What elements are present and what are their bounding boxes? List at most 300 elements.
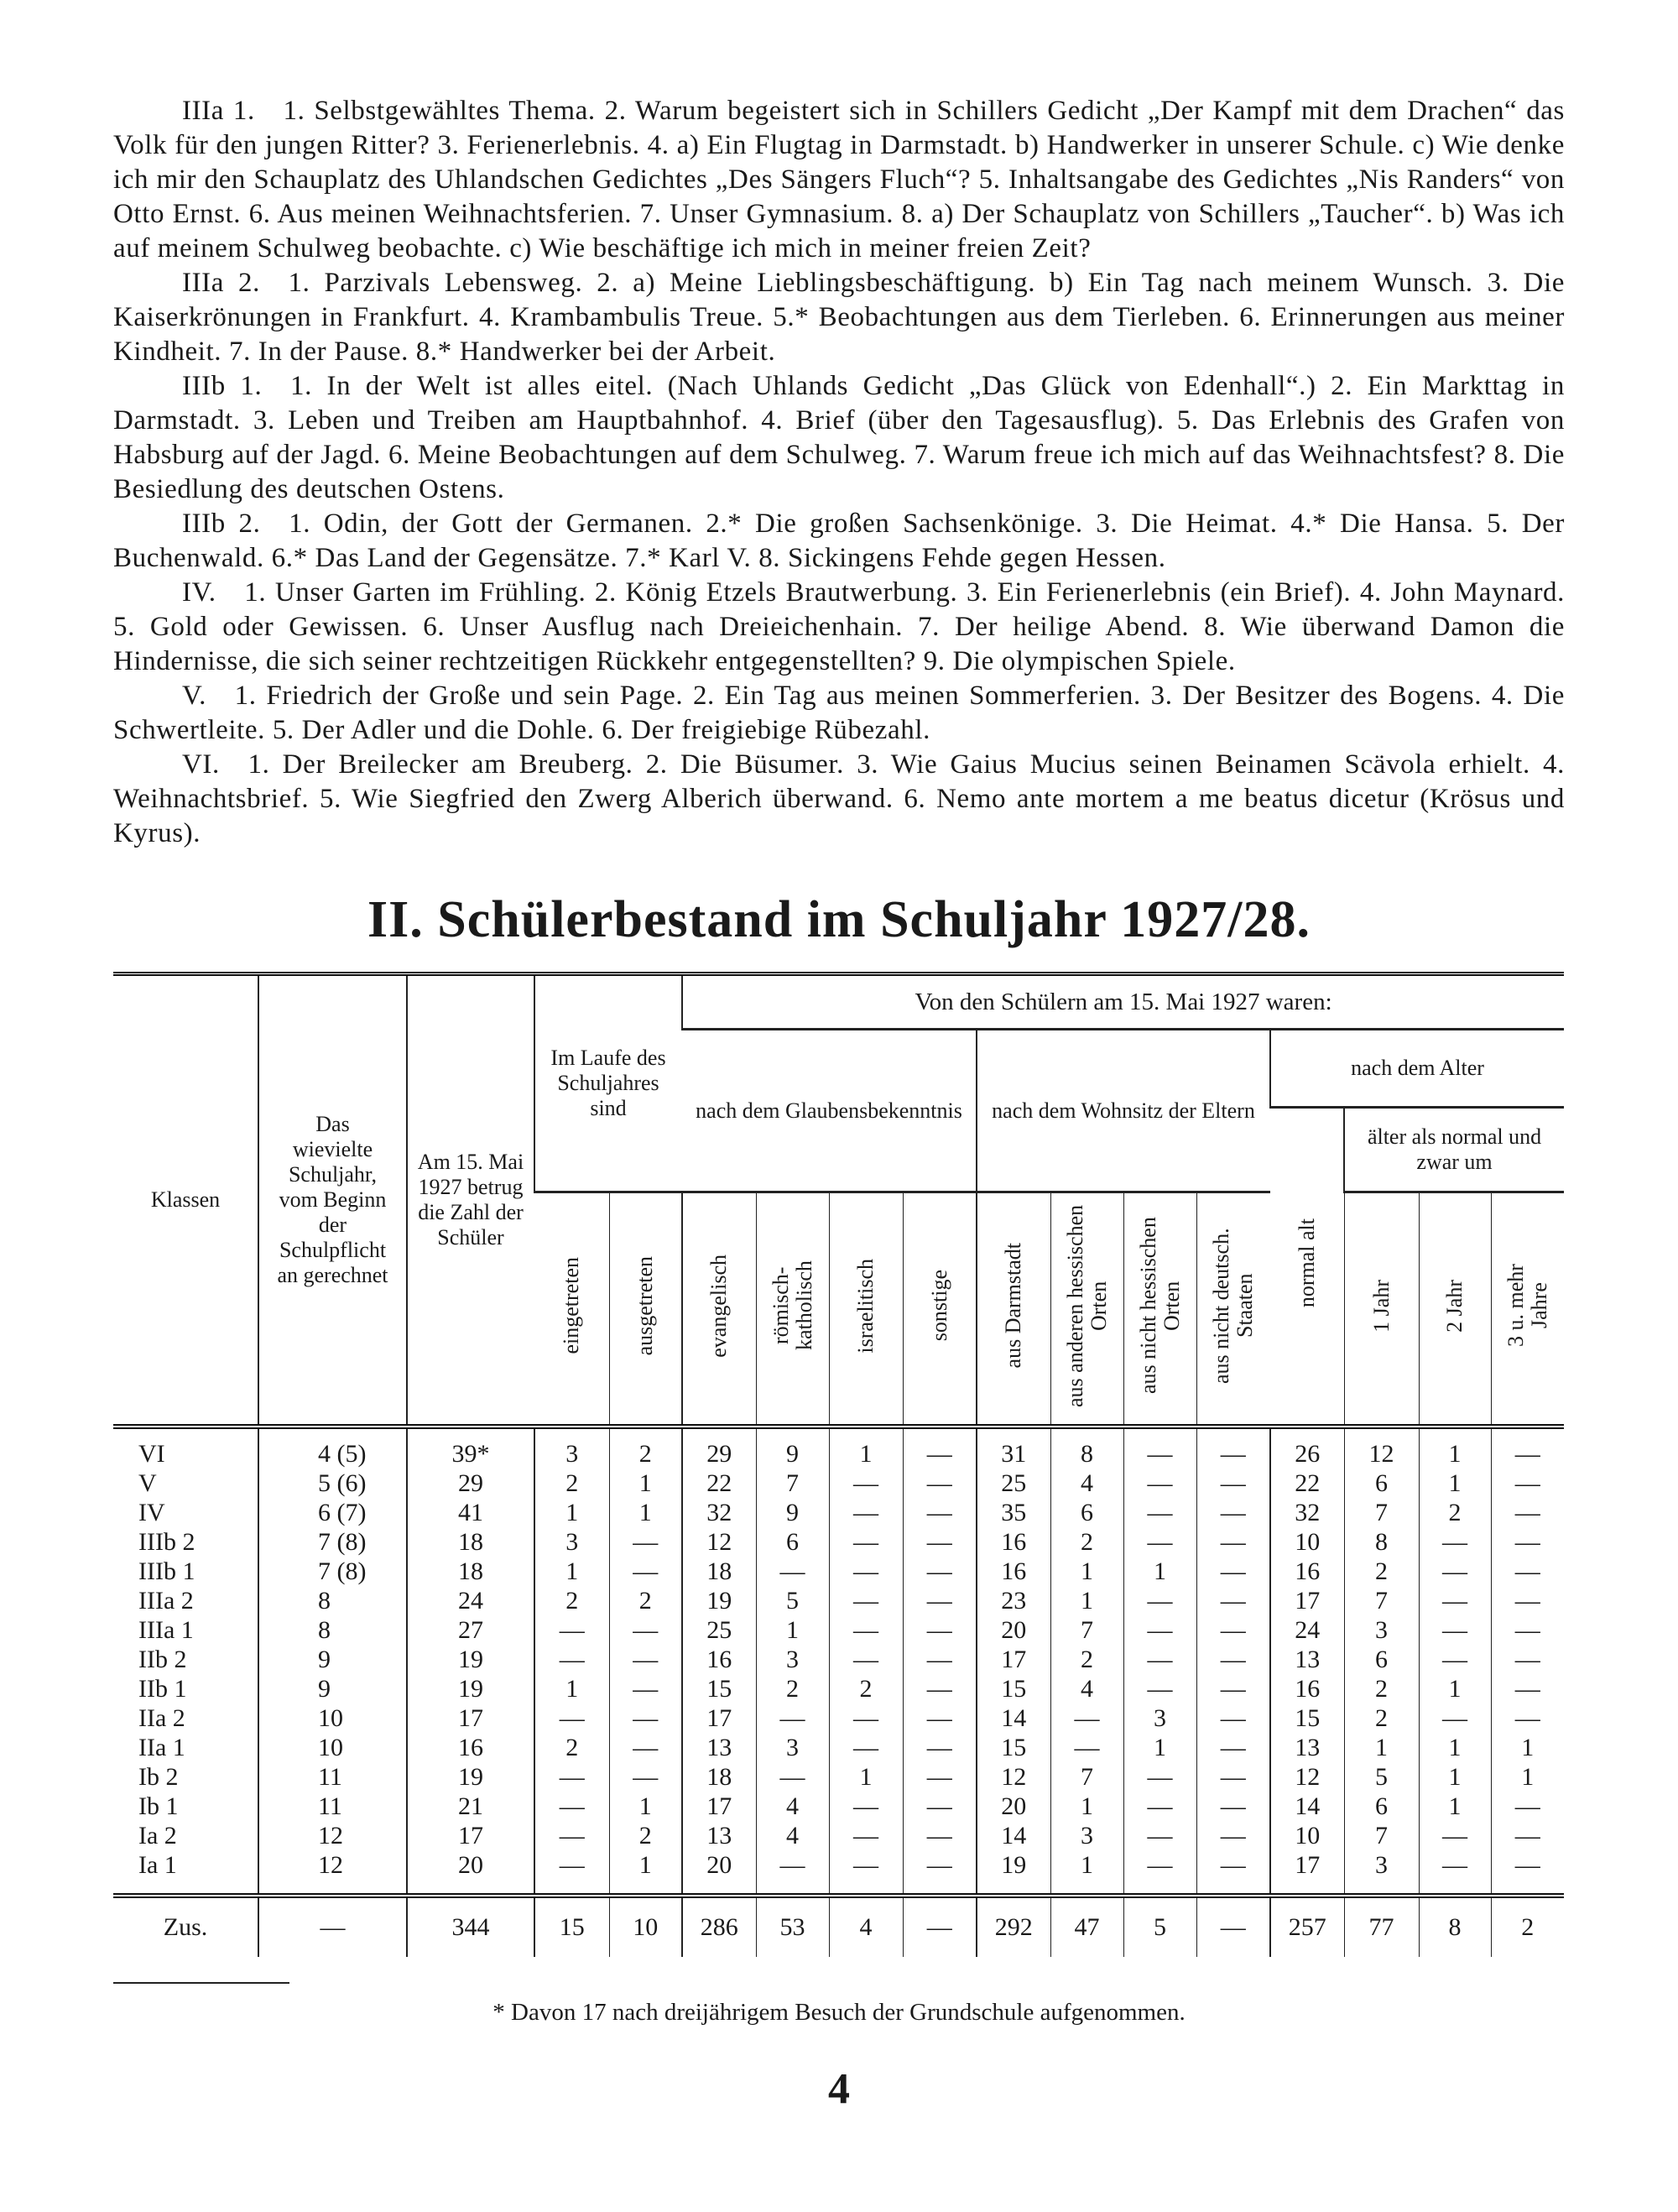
value-cell: — [1419,1645,1491,1674]
total-cell: — [258,1896,407,1957]
value-cell: — [1123,1527,1196,1557]
value-cell: 6 [1344,1645,1419,1674]
value-cell: 20 [407,1850,534,1880]
value-cell: 16 [682,1645,756,1674]
value-cell: — [1196,1762,1270,1792]
value-cell: 18 [682,1557,756,1586]
value-cell: — [1196,1586,1270,1615]
total-label: Zus. [163,1913,208,1941]
value-cell: 1 [1050,1586,1123,1615]
value-cell: 1 [1123,1557,1196,1586]
value-cell: 14 [1270,1792,1344,1821]
value-cell: — [1196,1821,1270,1850]
class-label: IIIa 2. [182,268,260,298]
value-cell: 19 [407,1645,534,1674]
value-cell: 3 [1344,1615,1419,1645]
value-cell: 24 [407,1586,534,1615]
table-row [113,1615,1564,1645]
section-title: II. Schülerbestand im Schuljahr 1927/28. [367,891,1311,948]
value-cell: — [1491,1792,1564,1821]
value-cell: 10 [1270,1821,1344,1850]
value-cell: 13 [682,1821,756,1850]
value-cell: — [1491,1615,1564,1645]
value-cell: 2 [534,1469,609,1498]
value-cell: — [903,1527,977,1557]
value-cell: — [1491,1645,1564,1674]
value-cell: 20 [977,1792,1050,1821]
value-cell: — [1196,1792,1270,1821]
value-cell: 4 [756,1821,829,1850]
value-cell: — [1196,1674,1270,1703]
essay-topics [113,94,1565,851]
value-cell: 3 [1123,1703,1196,1733]
value-cell: — [756,1557,829,1586]
table-row [113,1527,1564,1557]
value-cell: 1 [829,1427,903,1469]
footnote-rule [113,1982,289,1984]
value-cell: 9 [258,1645,407,1674]
table-row [113,1850,1564,1880]
value-cell: — [1419,1703,1491,1733]
value-cell: — [1196,1615,1270,1645]
value-cell: 15 [977,1733,1050,1762]
value-cell: — [903,1615,977,1645]
value-cell: 3 [534,1527,609,1557]
value-cell: 11 [258,1792,407,1821]
value-cell: 8 [1344,1527,1419,1557]
value-cell: — [534,1762,609,1792]
value-cell: — [903,1762,977,1792]
value-cell: 12 [1344,1427,1419,1469]
header-aelter: älter als normal und zwar um [1344,1108,1564,1192]
value-cell: 29 [407,1469,534,1498]
essay-text: 1. Friedrich der Große und sein Page. 2. Ein Tag aus meinen Sommerferien. 3. Der Besitzer des Bogens. 4. Die Schwertleite. 5. Der Adler und die Dohle. 6. Der freigiebige Rübezahl. [113,681,1565,745]
value-cell: 4 [1050,1674,1123,1703]
value-cell: — [1491,1557,1564,1586]
class-cell: IIIb 2 [138,1528,195,1556]
value-cell: 18 [682,1762,756,1792]
value-cell: — [903,1703,977,1733]
value-cell: 20 [977,1615,1050,1645]
header-3-jahre: 3 u. mehr Jahre [1503,1264,1551,1348]
value-cell: 12 [258,1850,407,1880]
value-cell: 13 [1270,1733,1344,1762]
value-cell: — [1123,1821,1196,1850]
value-cell: 26 [1270,1427,1344,1469]
value-cell: 2 [1419,1498,1491,1527]
value-cell: 9 [756,1427,829,1469]
header-im-laufe: Im Laufe des Schuljahres sind [534,974,682,1192]
value-cell: 2 [609,1427,682,1469]
value-cell: 12 [258,1821,407,1850]
value-cell: 32 [1270,1498,1344,1527]
value-cell: — [1491,1527,1564,1557]
value-cell: — [1123,1762,1196,1792]
total-cell: 2 [1491,1896,1564,1957]
value-cell: — [1196,1469,1270,1498]
value-cell: — [756,1850,829,1880]
table-row [113,1703,1564,1733]
table-row [113,1427,1564,1469]
value-cell: 19 [682,1586,756,1615]
header-klassen: Klassen [150,1187,221,1212]
value-cell: 8 [258,1615,407,1645]
value-cell: — [609,1527,682,1557]
value-cell: 7 (8) [258,1557,407,1586]
header-sonstige: sonstige [926,1270,951,1342]
table-row [113,1586,1564,1615]
header-glauben: nach dem Glaubensbekenntnis [682,1030,977,1192]
value-cell: 29 [682,1427,756,1469]
value-cell: 7 [1344,1498,1419,1527]
page-number: 4 [828,2065,850,2113]
value-cell: 3 [756,1645,829,1674]
value-cell: 13 [682,1733,756,1762]
value-cell: — [1123,1586,1196,1615]
value-cell: 2 [1050,1645,1123,1674]
class-label: V. [182,681,207,711]
value-cell: 23 [977,1586,1050,1615]
value-cell: — [903,1427,977,1469]
student-statistics-table [113,972,1564,1957]
header-nicht-hess: aus nicht hessischen Orten [1135,1217,1184,1395]
value-cell: — [609,1733,682,1762]
value-cell: — [903,1557,977,1586]
value-cell: 5 [1344,1762,1419,1792]
value-cell: 16 [1270,1557,1344,1586]
value-cell: 4 [756,1792,829,1821]
value-cell: — [1196,1498,1270,1527]
table-row [113,1733,1564,1762]
value-cell: — [903,1586,977,1615]
essay-text: 1. Parzivals Lebensweg. 2. a) Meine Lieblingsbeschäftigung. b) Ein Tag nach meinem Wunsch. 3. Die Kaiserkrönungen in Frankfurt. 4. Krambambulis Treue. 5.* Beobachtungen aus dem Tierleben. 6. Erinnerungen aus meiner Kindheit. 7. In der Pause. 8.* Handwerker bei der Arbeit. [113,268,1565,367]
value-cell: 19 [977,1850,1050,1880]
value-cell: — [903,1674,977,1703]
essay-paragraph [113,507,1565,576]
class-label: IIIb 1. [182,371,263,401]
value-cell: 18 [407,1557,534,1586]
table-row [113,1469,1564,1498]
essay-text: 1. Der Breilecker am Breuberg. 2. Die Büsumer. 3. Wie Gaius Mucius seinen Beinamen Scävola erhielt. 4. Weihnachtsbrief. 5. Wie Siegfried den Zwerg Alberich überwand. 6. Nemo ante mortem a me beatus dicetur (Krösus und Kyrus). [113,749,1565,848]
value-cell: 6 [756,1527,829,1557]
value-cell: 6 [1050,1498,1123,1527]
value-cell: 4 [1050,1469,1123,1498]
value-cell: 2 [829,1674,903,1703]
value-cell: — [609,1703,682,1733]
value-cell: — [829,1557,903,1586]
value-cell: 14 [977,1703,1050,1733]
value-cell: 39* [407,1427,534,1469]
essay-text: 1. Odin, der Gott der Germanen. 2.* Die großen Sachsenkönige. 3. Die Heimat. 4.* Die Hansa. 5. Der Buchenwald. 6.* Das Land der Gegensätze. 7.* Karl V. 8. Sickingens Fehde gegen Hessen. [113,509,1566,573]
header-wohnsitz: nach dem Wohnsitz der Eltern [977,1030,1270,1192]
value-cell: 12 [977,1762,1050,1792]
value-cell: 17 [682,1792,756,1821]
header-ausgetreten: ausgetreten [633,1255,658,1356]
value-cell: 1 [609,1792,682,1821]
value-cell: — [1491,1850,1564,1880]
value-cell: — [1491,1821,1564,1850]
value-cell: — [829,1615,903,1645]
value-cell: 2 [534,1586,609,1615]
table-row [113,1792,1564,1821]
value-cell: 11 [258,1762,407,1792]
value-cell: — [829,1733,903,1762]
header-wievielte: Das wievielte Schuljahr, vom Beginn der Schulpflicht an gerechnet [258,974,407,1427]
value-cell: 12 [682,1527,756,1557]
essay-text: 1. Selbstgewähltes Thema. 2. Warum begeistert sich in Schillers Gedicht „Der Kampf mit dem Drachen“ das Volk für den jungen Ritter? 3. Ferienerlebnis. 4. a) Ein Flugtag in Darmstadt. b) Handwerker in unserer Schule. c) Wie denke ich mir den Schauplatz des Uhlandschen Gedichtes „Des Sängers Fluch“? 5. Inhaltsangabe des Gedichtes „Nis Randers“ von Otto Ernst. 6. Aus meinen Weihnachtsferien. 7. Unser Gymnasium. 8. a) Der Schauplatz von Schillers „Taucher“. b) Was ich auf meinem Schulweg beobachte. c) Wie beschäftige ich mich in meiner freien Zeit? [113,96,1565,263]
header-alter: nach dem Alter [1270,1030,1564,1108]
value-cell: 1 [609,1469,682,1498]
value-cell: — [756,1703,829,1733]
total-cell: 4 [829,1896,903,1957]
value-cell: 1 [1419,1792,1491,1821]
value-cell: 1 [534,1498,609,1527]
value-cell: 7 [1344,1821,1419,1850]
value-cell: 35 [977,1498,1050,1527]
value-cell: 9 [756,1498,829,1527]
value-cell: 1 [756,1615,829,1645]
value-cell: — [1123,1792,1196,1821]
value-cell: 7 [756,1469,829,1498]
value-cell: — [1419,1527,1491,1557]
spacer-row [113,1880,1564,1896]
value-cell: 32 [682,1498,756,1527]
class-label: VI. [182,749,220,780]
header-nicht-dt: aus nicht deutsch. Staaten [1209,1228,1258,1384]
value-cell: — [1419,1557,1491,1586]
value-cell: 17 [407,1703,534,1733]
value-cell: 20 [682,1850,756,1880]
value-cell: — [1491,1498,1564,1527]
value-cell: — [829,1469,903,1498]
essay-text: 1. Unser Garten im Frühling. 2. König Etzels Brautwerbung. 3. Ein Ferienerlebnis (ein Brief). 4. John Maynard. 5. Gold oder Gewissen. 6. Unser Ausflug nach Dreieichenhain. 7. Der heilige Abend. 8. Wie überwand Damon die Hindernisse, die sich seiner rechtzeitigen Rückkehr entgegenstellten? 9. Die olympischen Spiele. [113,577,1565,676]
value-cell: 1 [1491,1733,1564,1762]
value-cell: 1 [1344,1733,1419,1762]
value-cell: — [1123,1674,1196,1703]
value-cell: — [1196,1703,1270,1733]
value-cell: — [1196,1645,1270,1674]
value-cell: — [1196,1557,1270,1586]
value-cell: — [534,1792,609,1821]
value-cell: — [1196,1850,1270,1880]
value-cell: — [1123,1469,1196,1498]
value-cell: 1 [1050,1557,1123,1586]
class-cell: IIb 2 [138,1646,187,1673]
value-cell: 2 [1344,1674,1419,1703]
value-cell: 13 [1270,1645,1344,1674]
value-cell: — [829,1498,903,1527]
header-normal: normal alt [1294,1218,1319,1308]
class-cell: IIb 1 [138,1675,187,1703]
value-cell: — [609,1674,682,1703]
value-cell: 2 [609,1821,682,1850]
value-cell: — [1196,1527,1270,1557]
value-cell: 1 [1419,1427,1491,1469]
value-cell: 10 [258,1733,407,1762]
total-cell: 53 [756,1896,829,1957]
value-cell: 2 [1344,1557,1419,1586]
value-cell: — [1491,1674,1564,1703]
essay-paragraph [113,576,1565,679]
value-cell: 17 [407,1821,534,1850]
value-cell: — [903,1733,977,1762]
value-cell: — [609,1615,682,1645]
value-cell: 2 [756,1674,829,1703]
table-row [113,1821,1564,1850]
total-cell: 257 [1270,1896,1344,1957]
value-cell: — [903,1792,977,1821]
value-cell: 31 [977,1427,1050,1469]
value-cell: — [829,1586,903,1615]
value-cell: 8 [258,1586,407,1615]
total-cell: — [903,1896,977,1957]
table-row [113,1645,1564,1674]
header-katholisch: römisch-katholisch [768,1260,816,1351]
total-row [113,1896,1564,1957]
value-cell: — [1050,1733,1123,1762]
value-cell: 1 [1419,1762,1491,1792]
value-cell: 24 [1270,1615,1344,1645]
value-cell: 5 [756,1586,829,1615]
value-cell: — [1491,1469,1564,1498]
value-cell: 12 [1270,1762,1344,1792]
value-cell: 27 [407,1615,534,1645]
value-cell: — [1419,1821,1491,1850]
value-cell: — [756,1762,829,1792]
total-cell: 292 [977,1896,1050,1957]
value-cell: 17 [1270,1850,1344,1880]
value-cell: — [903,1850,977,1880]
value-cell: 1 [1050,1850,1123,1880]
value-cell: 9 [258,1674,407,1703]
value-cell: — [1123,1850,1196,1880]
header-evangelisch: evangelisch [706,1254,732,1358]
total-cell: — [1196,1896,1270,1957]
value-cell: — [829,1821,903,1850]
value-cell: — [1419,1586,1491,1615]
class-cell: IV [138,1499,165,1526]
total-cell: 77 [1344,1896,1419,1957]
value-cell: — [829,1527,903,1557]
essay-paragraph [113,748,1565,851]
value-cell: 16 [977,1557,1050,1586]
header-darmstadt: aus Darmstadt [1001,1243,1026,1369]
value-cell: 1 [1123,1733,1196,1762]
value-cell: — [903,1821,977,1850]
value-cell: 3 [1050,1821,1123,1850]
value-cell: — [609,1645,682,1674]
value-cell: 16 [1270,1674,1344,1703]
value-cell: 5 (6) [258,1469,407,1498]
class-label: IIIb 2. [182,509,261,539]
value-cell: 15 [682,1674,756,1703]
total-cell: 8 [1419,1896,1491,1957]
value-cell: 7 (8) [258,1527,407,1557]
value-cell: — [609,1762,682,1792]
value-cell: — [534,1850,609,1880]
value-cell: — [534,1645,609,1674]
value-cell: 3 [1344,1850,1419,1880]
value-cell: — [1123,1645,1196,1674]
value-cell: 2 [1344,1703,1419,1733]
total-cell: 47 [1050,1896,1123,1957]
value-cell: 2 [534,1733,609,1762]
class-cell: IIa 2 [138,1704,185,1732]
value-cell: — [1196,1733,1270,1762]
value-cell: — [829,1792,903,1821]
value-cell: 2 [1050,1527,1123,1557]
value-cell: 25 [977,1469,1050,1498]
header-von-den: Von den Schülern am 15. Mai 1927 waren: [682,974,1564,1030]
value-cell: — [1123,1427,1196,1469]
value-cell: 21 [407,1792,534,1821]
value-cell: — [534,1615,609,1645]
class-cell: IIa 1 [138,1734,185,1761]
value-cell: 6 [1344,1469,1419,1498]
header-1-jahr: 1 Jahr [1368,1279,1394,1333]
value-cell: 15 [977,1674,1050,1703]
header-2-jahr: 2 Jahr [1442,1279,1467,1333]
header-andere-hess: aus anderen hessischen Orten [1062,1204,1111,1407]
value-cell: 1 [1419,1469,1491,1498]
footnote: * Davon 17 nach dreijährigem Besuch der Grundschule aufgenommen. [492,1999,1186,2026]
class-label: IV. [182,577,216,608]
value-cell: — [829,1703,903,1733]
table-row [113,1762,1564,1792]
value-cell: 1 [1491,1762,1564,1792]
essay-text: 1. In der Welt ist alles eitel. (Nach Uhlands Gedicht „Das Glück von Edenhall“.) 2. Ein Markttag in Darmstadt. 3. Leben und Treiben am Hauptbahnhof. 4. Brief (über den Tagesausflug). 5. Das Erlebnis des Grafen von Habsburg auf der Jagd. 6. Meine Beobachtungen auf dem Schulweg. 7. Warum freue ich mich auf das Weihnachtsfest? 8. Die Besiedlung des deutschen Ostens. [113,371,1566,504]
total-cell: 15 [534,1896,609,1957]
value-cell: — [1196,1427,1270,1469]
class-label: IIIa 1. [182,96,255,126]
table-row [113,1674,1564,1703]
value-cell: 18 [407,1527,534,1557]
value-cell: 6 (7) [258,1498,407,1527]
value-cell: 2 [609,1586,682,1615]
essay-paragraph [113,679,1565,748]
value-cell: 1 [829,1762,903,1792]
value-cell: 1 [609,1498,682,1527]
total-cell: 10 [609,1896,682,1957]
value-cell: 1 [1419,1674,1491,1703]
value-cell: 17 [682,1703,756,1733]
value-cell: — [1050,1703,1123,1733]
value-cell: 6 [1344,1792,1419,1821]
value-cell: 19 [407,1674,534,1703]
class-cell: Ib 1 [138,1792,179,1820]
value-cell: 1 [1050,1792,1123,1821]
value-cell: 7 [1050,1615,1123,1645]
value-cell: 10 [258,1703,407,1733]
value-cell: — [903,1645,977,1674]
class-cell: IIIa 1 [138,1616,194,1644]
value-cell: — [1491,1703,1564,1733]
value-cell: 22 [682,1469,756,1498]
value-cell: 17 [977,1645,1050,1674]
value-cell: — [534,1703,609,1733]
class-cell: Ia 1 [138,1851,177,1879]
header-eingetreten: eingetreten [559,1257,584,1354]
value-cell: 7 [1050,1762,1123,1792]
class-cell: Ib 2 [138,1763,179,1791]
value-cell: — [829,1645,903,1674]
value-cell: — [1491,1586,1564,1615]
value-cell: 1 [534,1674,609,1703]
value-cell: — [1123,1615,1196,1645]
value-cell: — [903,1498,977,1527]
value-cell: — [1491,1427,1564,1469]
value-cell: 10 [1270,1527,1344,1557]
